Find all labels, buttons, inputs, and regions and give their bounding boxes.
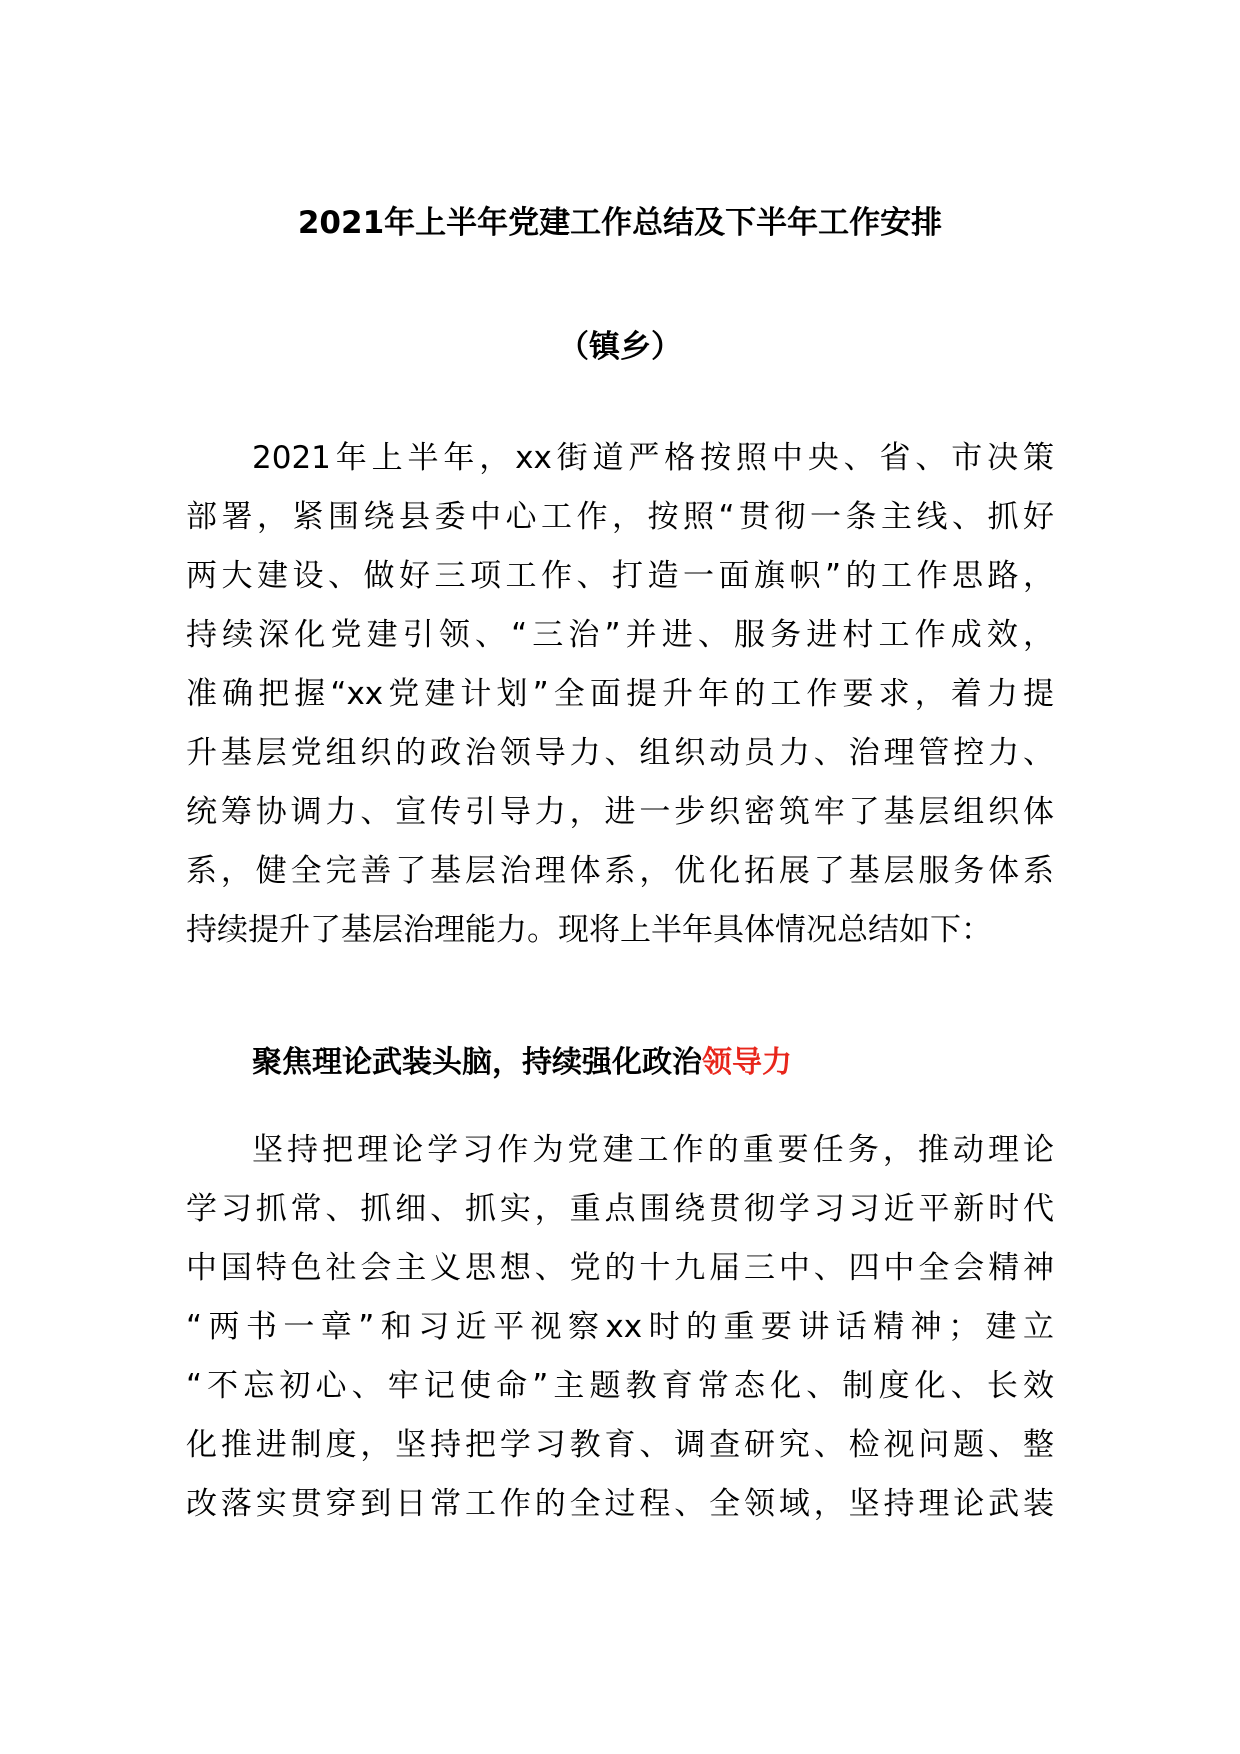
section-heading-main: 聚焦理论武装头脑，持续强化政治 — [252, 1045, 702, 1080]
paragraph1-line: 准确把握“xx党建计划”全面提升年的工作要求，着力提 — [186, 676, 1054, 712]
paragraph1-line: 2021年上半年，xx街道严格按照中央、省、市决策 — [252, 440, 1054, 476]
section-heading — [252, 1043, 792, 1083]
paragraph2-line: 学习抓常、抓细、抓实，重点围绕贯彻学习习近平新时代 — [186, 1191, 1054, 1227]
paragraph2-line: 改落实贯穿到日常工作的全过程、全领域，坚持理论武装 — [186, 1486, 1054, 1522]
paragraph1-line: 持续深化党建引领、“三治”并进、服务进村工作成效， — [186, 617, 1054, 653]
paragraph1-line: 系，健全完善了基层治理体系，优化拓展了基层服务体系 — [186, 853, 1054, 889]
paragraph2-line: 中国特色社会主义思想、党的十九届三中、四中全会精神 — [186, 1250, 1054, 1286]
paragraph2-line: 坚持把理论学习作为党建工作的重要任务，推动理论 — [252, 1132, 1054, 1168]
paragraph1-line: 持续提升了基层治理能力。现将上半年具体情况总结如下： — [186, 912, 992, 948]
paragraph2-line: 化推进制度，坚持把学习教育、调查研究、检视问题、整 — [186, 1427, 1054, 1463]
paragraph2-line: “两书一章”和习近平视察xx时的重要讲话精神；建立 — [186, 1309, 1054, 1345]
paragraph2-line: “不忘初心、牢记使命”主题教育常态化、制度化、长效 — [186, 1368, 1054, 1404]
document-title: 2021年上半年党建工作总结及下半年工作安排 — [297, 205, 943, 241]
paragraph1-line: 升基层党组织的政治领导力、组织动员力、治理管控力、 — [186, 735, 1054, 771]
paragraph1-line: 统筹协调力、宣传引导力，进一步织密筑牢了基层组织体 — [186, 794, 1054, 830]
paragraph1-line: 部署，紧围绕县委中心工作，按照“贯彻一条主线、抓好 — [186, 499, 1054, 535]
section-heading-highlight: 领导力 — [702, 1045, 792, 1080]
document-subtitle: （镇乡） — [558, 329, 682, 365]
paragraph1-line: 两大建设、做好三项工作、打造一面旗帜”的工作思路， — [186, 558, 1054, 594]
